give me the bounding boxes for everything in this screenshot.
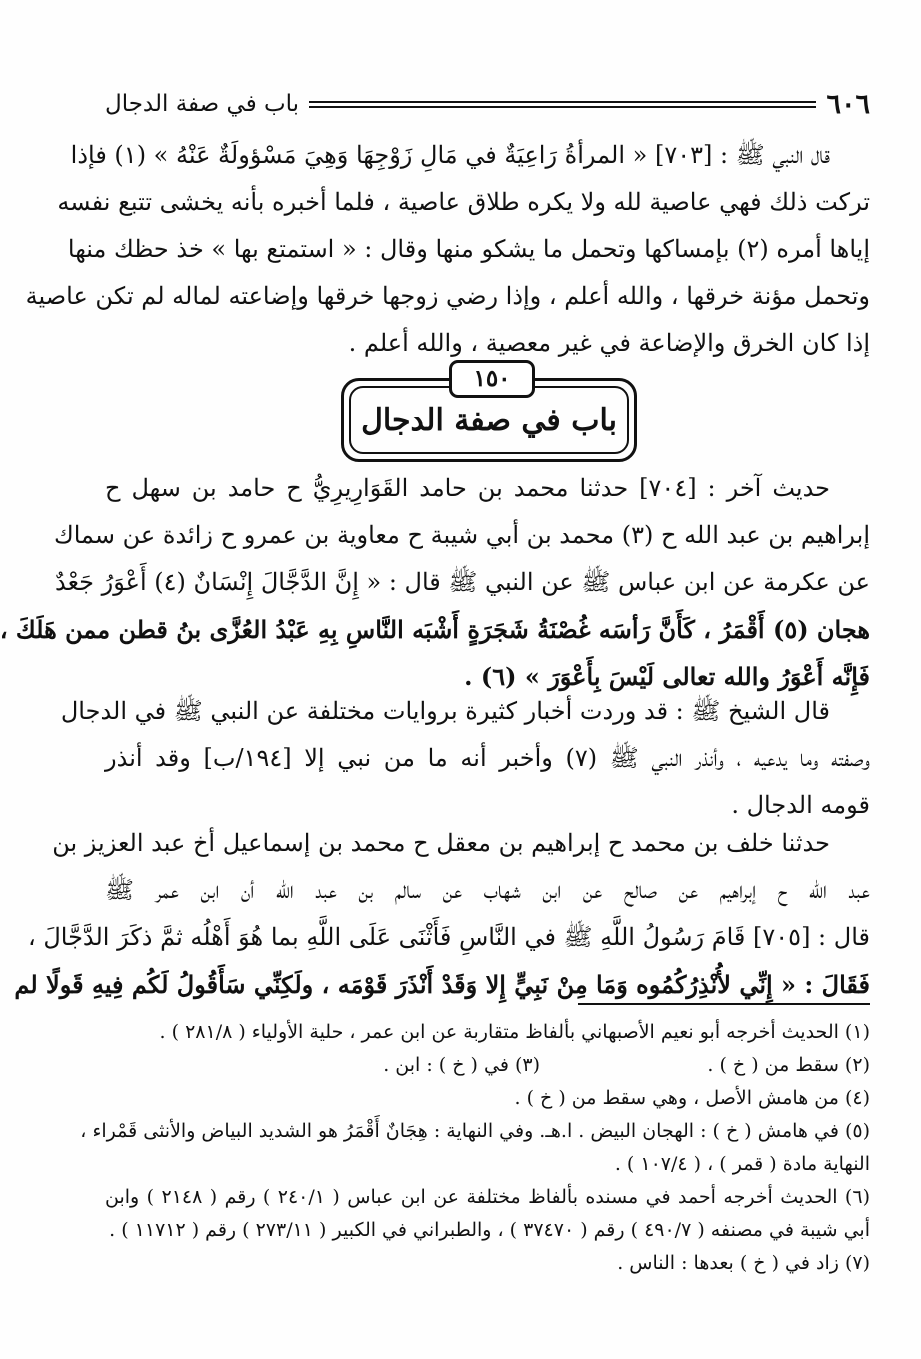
text-line: عبد الله ح إبراهيم عن صالح عن ابن شهاب عن سالم بن عبد الله أن ابن عمر ﷺ [105,876,870,904]
text-line: فَقَالَ : « إِنِّي لأُنْذِرُكُمُوه وَمَا مِنْ نَبِيٍّ إِلا وَقَدْ أَنْذَرَ قَوْمَه ، ولَكِنِّي سَأَقُولُ لَكُم فِيهِ قَولًا لم [14,970,870,999]
paragraph-3 [60,688,871,829]
footnote-6: (٦) الحديث أخرجه أحمد في مسنده بألفاظ مختلفة عن ابن عباس ( ٢٤٠/١ ) رقم ( ٢١٤٨ ) وابن [105,1186,870,1208]
footnote-5: (٥) في هامش ( خ ) : الهجان البيض . ا.هـ. وفي النهاية : هِجَانٌ أَقْمَرُ هو الشديد البياض والأنثى قَمْراء ، [80,1120,870,1142]
header-rule [309,101,816,108]
paragraph-1 [25,132,870,367]
text-line: إذا كان الخرق والإضاعة في غير معصية ، والله أعلم . [348,329,870,357]
paragraph-4 [14,820,870,1008]
footnote-row-2-3 [105,1049,870,1082]
footnote-2: (٢) سقط من ( خ ) . [707,1054,870,1076]
chapter-heading [341,360,637,464]
page-number: ٦٠٦ [826,88,870,120]
text-line: قال الشيخ ﷺ : قد وردت أخبار كثيرة بروايات مختلفة عن النبي ﷺ في الدجال [60,697,830,725]
text-line: قال النبي ﷺ : [٧٠٣] « المرأةُ رَاعِيَةٌ في مَالِ زَوْجِهَا وَهِيَ مَسْؤولَةٌ عَنْهُ » (١) فإذا [70,141,830,169]
page-header [105,84,870,124]
text-line: تركت ذلك فهي عاصية لله ولا يكره طلاق عاصية ، فلما أخبره بأنه يخشى تتبع نفسه [57,188,870,216]
footnote-7: (٧) زاد في ( خ ) بعدها : الناس . [617,1252,870,1274]
chapter-number: ١٥٠ [449,360,535,398]
text-line: وصفته وما يدعيه ، وأنذر النبي ﷺ (٧) وأخبر أنه ما من نبي إلا [١٩٤/ب] وقد أنذر [105,744,871,772]
text-line: إبراهيم بن عبد الله ح (٣) محمد بن أبي شيبة ح معاوية بن عمرو ح زائدة عن سماك [53,521,870,549]
text-line: قال : [٧٠٥] قَامَ رَسُولُ اللَّهِ ﷺ في النَّاسِ فَأَثْنَى عَلَى اللَّهِ بما هُوَ أَهْلُه ثمَّ ذكَرَ الدَّجَّالَ ، [27,923,870,951]
footnote-6-continued: أبي شيبة في مصنفه ( ٤٩٠/٧ ) رقم ( ٣٧٤٧٠ ) ، والطبراني في الكبير ( ٢٧٣/١١ ) رقم ( ١١٧١٢ ) . [109,1219,870,1241]
text-line: إياها أمره (٢) بإمساكها وتحمل ما يشكو منها وقال : « استمتع بها » خذ حظك منها [67,235,870,263]
text-line: حدثنا خلف بن محمد ح إبراهيم بن معقل ح محمد بن إسماعيل أخ عبد العزيز بن [52,829,830,857]
chapter-title: باب في صفة الدجال [349,386,629,454]
running-title: باب في صفة الدجال [105,91,300,117]
text-line: عن عكرمة عن ابن عباس ﷺ عن النبي ﷺ قال : « إِنَّ الدَّجَّالَ إِنْسَانٌ (٤) أَعْوَرُ جَعْدٌ [55,568,870,596]
footnote-3: (٣) في ( خ ) : ابن . [383,1054,540,1076]
footnotes [80,1016,870,1280]
text-line: هجان (٥) أَقْمَرُ ، كَأَنَّ رَأسَه غُصْنَةُ شَجَرَةٍ أَشْبَه النَّاسِ بِهِ عَبْدُ العُزَّى بنُ قطن ممن هَلَكَ ، [0,615,870,644]
text-line: وتحمل مؤنة خرقها ، والله أعلم ، وإذا رضي زوجها خرقها وإضاعته لماله لم تكن عاصية [25,282,870,310]
footnote-4: (٤) من هامش الأصل ، وهي سقط من ( خ ) . [514,1087,870,1109]
text-line: حديث آخر : [٧٠٤] حدثنا محمد بن حامد القَوَارِيرِيُّ ح حامد بن سهل ح [105,474,831,502]
paragraph-2 [0,465,870,700]
footnote-1: (١) الحديث أخرجه أبو نعيم الأصبهاني بألفاظ متقاربة عن ابن عمر ، حلية الأولياء ( ٢٨١/٨ ) . [159,1021,870,1043]
text-line: فَإِنَّه أَعْوَرُ والله تعالى لَيْسَ بِأَعْوَرَ » (٦) . [464,662,870,691]
text-line: قومه الدجال . [731,791,870,819]
footnote-separator [578,1003,870,1005]
footnote-5-continued: النهاية مادة ( قمر ) ، ( ١٠٧/٤ ) . [614,1153,870,1175]
